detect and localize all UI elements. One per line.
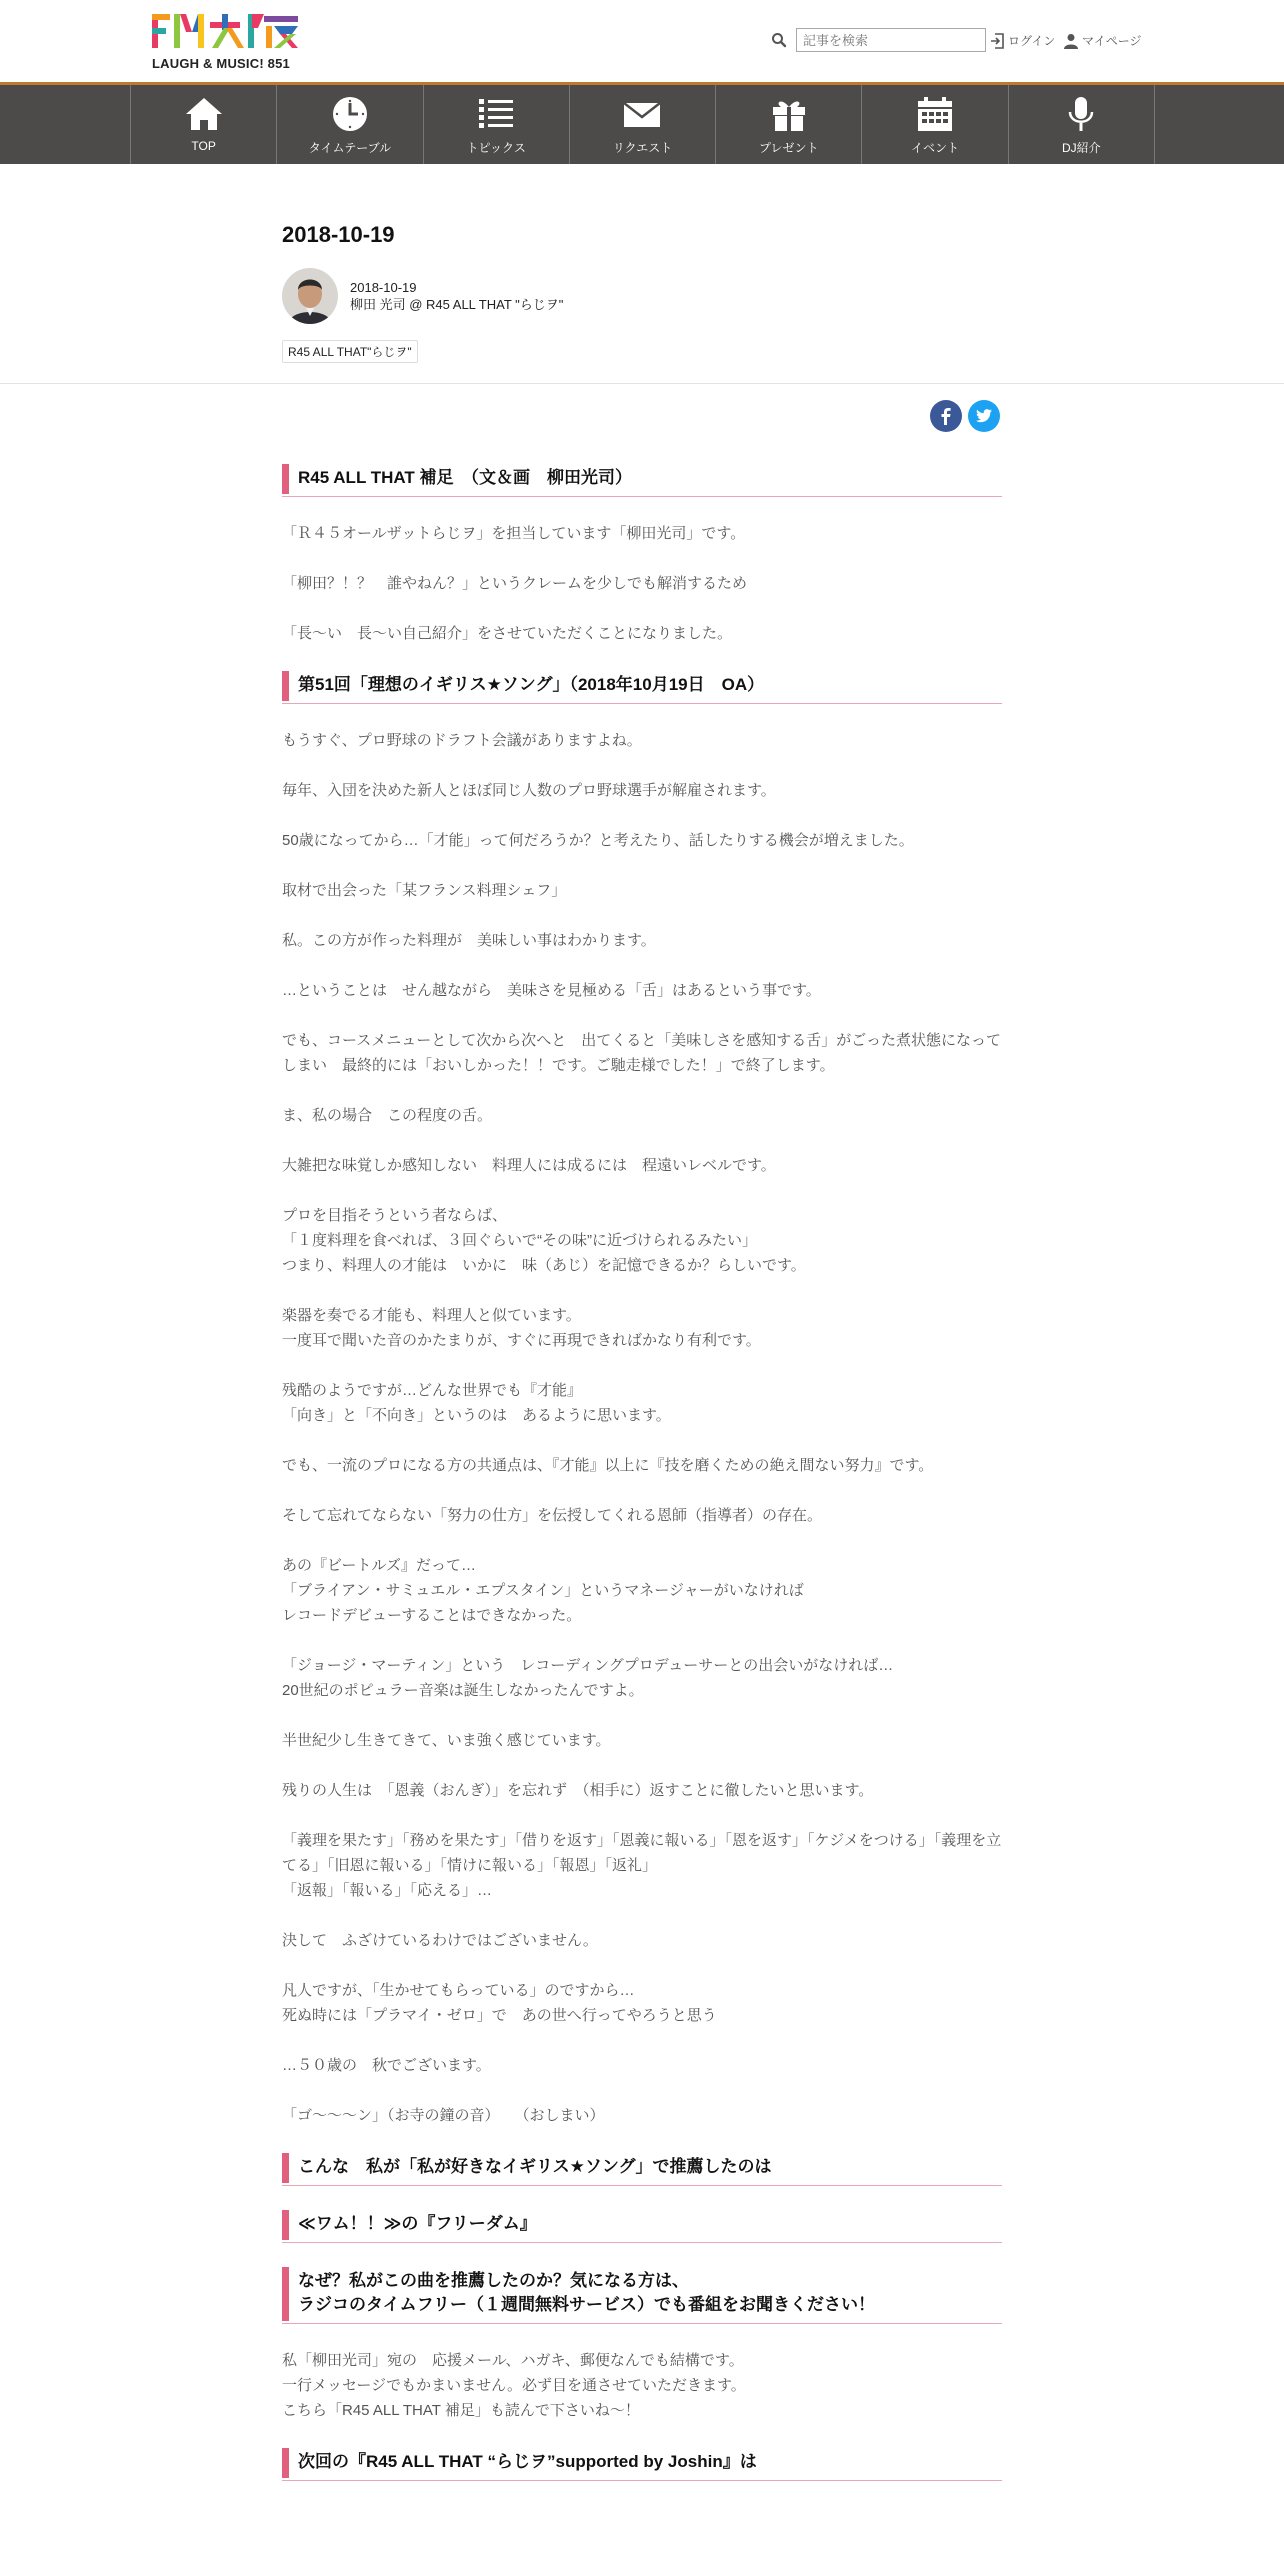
post-date: 2018-10-19 [350, 280, 417, 295]
nav-label: DJ紹介 [1061, 141, 1101, 155]
program-tag[interactable]: R45 ALL THAT"らじヲ" [282, 340, 418, 363]
article-header [282, 222, 1002, 359]
user-icon [1064, 33, 1078, 49]
article-paragraph: …ということは せん越ながら 美味さを見極める「舌」はあるという事です。 [282, 982, 821, 999]
global-nav [0, 85, 1284, 164]
logo-mark [152, 12, 302, 50]
nav-label: タイムテーブル [308, 141, 392, 155]
section-heading: R45 ALL THAT 補足 （文＆画 柳田光司） [282, 464, 1002, 494]
search-icon[interactable] [770, 31, 788, 49]
nav-item-event[interactable] [862, 85, 1008, 164]
twitter-share-button[interactable] [968, 400, 1000, 432]
mypage-label: マイページ [1082, 34, 1142, 48]
avatar-image [282, 268, 338, 324]
article-paragraph: でも、一流のプロになる方の共通点は、『才能』以上に『技を磨くための絶え間ない努力』です。 [282, 1457, 934, 1474]
article-paragraph: 「義理を果たす」「務めを果たす」「借りを返す」「恩義に報いる」「恩を返す」「ケジメをつける」「義理を立てる」「旧恩に報いる」「情けに報いる」「報恩」「返礼」 「返報」「報いる」「応える」… [282, 1832, 1002, 1899]
article-paragraph: そして忘れてならない「努力の仕方」を伝授してくれる恩師（指導者）の存在。 [282, 1507, 823, 1524]
article-paragraph: 私。この方が作った料理が 美味しい事はわかります。 [282, 932, 656, 949]
facebook-share-button[interactable] [930, 400, 962, 432]
author-name[interactable]: 柳田 光司 @ R45 ALL THAT "らじヲ" [350, 297, 564, 312]
section-heading: こんな 私が「私が好きなイギリス★ソング」で推薦したのは [282, 2153, 1002, 2183]
article-paragraph: 取材で出会った「某フランス料理シェフ」 [282, 882, 567, 899]
article-paragraph: 決して ふざけているわけではございません。 [282, 1932, 598, 1949]
article-paragraph: あの『ビートルズ』だって… 「ブライアン・サミュエル・エプスタイン」というマネージャーがいなければ レコードデビューすることはできなかった。 [282, 1557, 804, 1624]
nav-item-timetable[interactable] [277, 85, 423, 164]
nav-label: TOP [191, 139, 216, 153]
article-paragraph: …５０歳の 秋でございます。 [282, 2057, 491, 2074]
nav-item-present[interactable] [716, 85, 862, 164]
article-paragraph: 毎年、入団を決めた新人とほぼ同じ人数のプロ野球選手が解雇されます。 [282, 782, 776, 799]
section-heading: 次回の『R45 ALL THAT “らじヲ”supported by Joshin』は [282, 2448, 1002, 2478]
article-paragraph: 「Ｒ４５オールザットらじヲ」を担当しています「柳田光司」です。 [282, 525, 746, 542]
calendar-icon [915, 95, 955, 133]
clock-icon [330, 95, 370, 133]
list-icon [476, 95, 516, 133]
site-header [0, 0, 1284, 85]
login-icon [990, 33, 1004, 49]
section-heading: 第51回「理想のイギリス★ソング」（2018年10月19日 OA） [282, 671, 1002, 701]
home-icon [184, 95, 224, 133]
article-paragraph: もうすぐ、プロ野球のドラフト会議がありますよね。 [282, 732, 642, 749]
article-paragraph: 50歳になってから…「才能」って何だろうか？と考えたり、話したりする機会が増えました。 [282, 832, 914, 849]
search-input[interactable] [796, 28, 986, 52]
article-paragraph: でも、コースメニューとして次から次へと 出てくると「美味しさを感知する舌」がごった煮状態になってしまい 最終的には「おいしかった！！です。ご馳走様でした！」で終了します。 [282, 1032, 1001, 1074]
section-heading: ≪ワム！！≫の『フリーダム』 [282, 2210, 1002, 2240]
article-paragraph: 「ゴ～～～ン」（お寺の鐘の音） （おしまい） [282, 2107, 605, 2124]
nav-item-request[interactable] [570, 85, 716, 164]
article-paragraph: ま、私の場合 この程度の舌。 [282, 1107, 493, 1124]
site-logo[interactable] [152, 12, 302, 72]
section-heading: なぜ？私がこの曲を推薦したのか？気になる方は、 ラジコのタイムフリー（１週間無料サービス）でも番組をお聞きください！ [282, 2267, 1002, 2321]
article-paragraph: 「ジョージ・マーティン」という レコーディングプロデューサーとの出会いがなければ… 20世紀のポピュラー音楽は誕生しなかったんですよ。 [282, 1657, 894, 1699]
article-paragraph: 楽器を奏でる才能も、料理人と似ています。 一度耳で聞いた音のかたまりが、すぐに再現できればかなり有利です。 [282, 1307, 761, 1349]
article-paragraph: 半世紀少し生きてきて、いま強く感じています。 [282, 1732, 611, 1749]
search-box [770, 28, 986, 52]
nav-label: トピックス [466, 141, 526, 155]
nav-label: イベント [911, 141, 960, 155]
article-paragraph: 私「柳田光司」宛の 応援メール、ハガキ、郵便なんでも結構です。 一行メッセージでもかまいません。必ず目を通させていただきます。 こちら「R45 ALL THAT 補足」も読んで下さいね～！ [282, 2352, 746, 2419]
nav-item-dj[interactable] [1009, 85, 1155, 164]
article-paragraph: プロを目指そうという者ならば、 「１度料理を食べれば、３回ぐらいで“その味”に近づけられるみたい」 つまり、料理人の才能は いかに 味（あじ）を記憶できるか？らしいです。 [282, 1207, 806, 1274]
article-paragraph: 凡人ですが、「生かせてもらっている」のですから… 死ぬ時には「プラマイ・ゼロ」で あの世へ行ってやろうと思う [282, 1982, 717, 2024]
header-divider [0, 383, 1284, 384]
author-info [282, 268, 563, 324]
nav-item-top[interactable] [131, 85, 277, 164]
article-title: 2018-10-19 [282, 222, 395, 247]
article-paragraph: 「長～い 長～い自己紹介」をさせていただくことになりました。 [282, 625, 733, 642]
microphone-icon [1061, 95, 1101, 133]
login-label: ログイン [1008, 34, 1056, 48]
facebook-icon [938, 407, 954, 425]
gift-icon [769, 95, 809, 133]
nav-label: プレゼント [759, 141, 819, 155]
article-paragraph: 残酷のようですが…どんな世界でも『才能』 「向き」と「不向き」というのは あるように思います。 [282, 1382, 671, 1424]
article-paragraph: 残りの人生は 「恩義（おんぎ）」を忘れず （相手に）返すことに徹したいと思います。 [282, 1782, 874, 1799]
article-body [282, 464, 1002, 2505]
envelope-icon [622, 95, 662, 133]
login-link[interactable] [990, 32, 1055, 49]
twitter-icon [975, 408, 993, 424]
logo-tagline: LAUGH & MUSIC! 851 [152, 56, 290, 71]
nav-label: リクエスト [612, 141, 673, 155]
mypage-link[interactable] [1064, 32, 1142, 49]
article-paragraph: 大雑把な味覚しか感知しない 料理人には成るには 程遠いレベルです。 [282, 1157, 776, 1174]
nav-item-topics[interactable] [424, 85, 570, 164]
avatar[interactable] [282, 268, 338, 324]
article-paragraph: 「柳田？！？ 誰やねん？」というクレームを少しでも解消するため [282, 575, 748, 592]
